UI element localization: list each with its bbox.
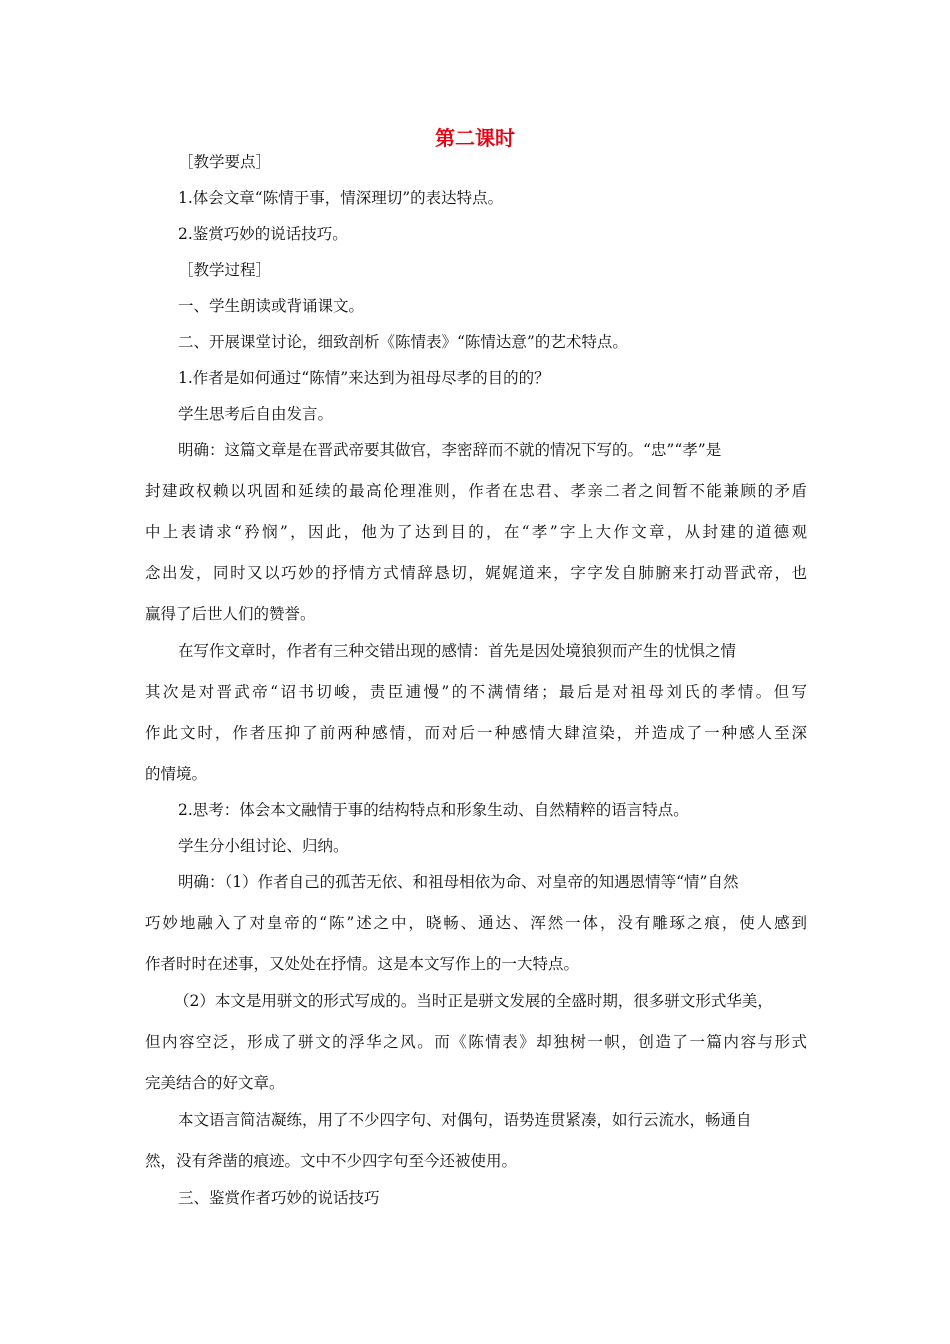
text-line: 作者时时在述事，又处处在抒情。这是本文写作上的一大特点。 xyxy=(145,955,580,973)
text-line: （2）本文是用骈文的形式写成的。当时正是骈文发展的全盛时期，很多骈文形式华美， xyxy=(174,992,773,1010)
text-line: 完美结合的好文章。 xyxy=(145,1074,285,1092)
text-line: 中上表请求“矜悯”，因此，他为了达到目的，在“孝”字上大作文章，从封建的道德观 xyxy=(145,523,807,541)
text-line: 学生分小组讨论、归纳。 xyxy=(178,837,349,855)
text-line: 2.思考：体会本文融情于事的结构特点和形象生动、自然精粹的语言特点。 xyxy=(178,801,689,819)
text-line: ［教学过程］ xyxy=(178,261,272,279)
text-line: 赢得了后世人们的赞誉。 xyxy=(145,605,316,623)
text-line: 二、开展课堂讨论，细致剖析《陈情表》“陈情达意”的艺术特点。 xyxy=(178,333,628,351)
text-line: 1.作者是如何通过“陈情”来达到为祖母尽孝的目的的？ xyxy=(178,369,550,387)
page-title: 第二课时 xyxy=(435,126,515,150)
text-line: 明确：（1）作者自己的孤苦无依、和祖母相依为命、对皇帝的知遇恩情等“情”自然 xyxy=(178,873,739,891)
text-line: 然，没有斧凿的痕迹。文中不少四字句至今还被使用。 xyxy=(145,1152,518,1170)
text-line: 封建政权赖以巩固和延续的最高伦理准则，作者在忠君、孝亲二者之间暂不能兼顾的矛盾 xyxy=(145,482,807,500)
text-line: 学生思考后自由发言。 xyxy=(178,405,334,423)
text-line: 的情境。 xyxy=(145,765,208,783)
text-line: 三、鉴赏作者巧妙的说话技巧 xyxy=(178,1189,380,1207)
text-line: 1.体会文章“陈情于事，情深理切”的表达特点。 xyxy=(178,189,504,207)
text-line: 在写作文章时，作者有三种交错出现的感情：首先是因处境狼狈而产生的忧惧之情 xyxy=(178,642,737,660)
text-line: 念出发，同时又以巧妙的抒情方式情辞恳切，娓娓道来，字字发自肺腑来打动晋武帝，也 xyxy=(145,564,807,582)
text-line: 作此文时，作者压抑了前两种感情，而对后一种感情大肆渲染，并造成了一种感人至深 xyxy=(145,724,807,742)
text-line: 但内容空泛，形成了骈文的浮华之风。而《陈情表》却独树一帜，创造了一篇内容与形式 xyxy=(145,1033,807,1051)
text-line: ［教学要点］ xyxy=(178,153,272,171)
text-line: 巧妙地融入了对皇帝的“陈”述之中，晓畅、通达、浑然一体，没有雕琢之痕，使人感到 xyxy=(145,914,807,932)
text-line: 本文语言简洁凝练，用了不少四字句、对偶句，语势连贯紧凑，如行云流水，畅通自 xyxy=(178,1111,752,1129)
text-line: 一、学生朗读或背诵课文。 xyxy=(178,297,365,315)
text-line: 2.鉴赏巧妙的说话技巧。 xyxy=(178,225,348,243)
text-line: 其次是对晋武帝“诏书切峻，责臣逋慢”的不满情绪；最后是对祖母刘氏的孝情。但写 xyxy=(145,683,807,701)
text-line: 明确：这篇文章是在晋武帝要其做官，李密辞而不就的情况下写的。“忠”“孝”是 xyxy=(178,441,722,459)
